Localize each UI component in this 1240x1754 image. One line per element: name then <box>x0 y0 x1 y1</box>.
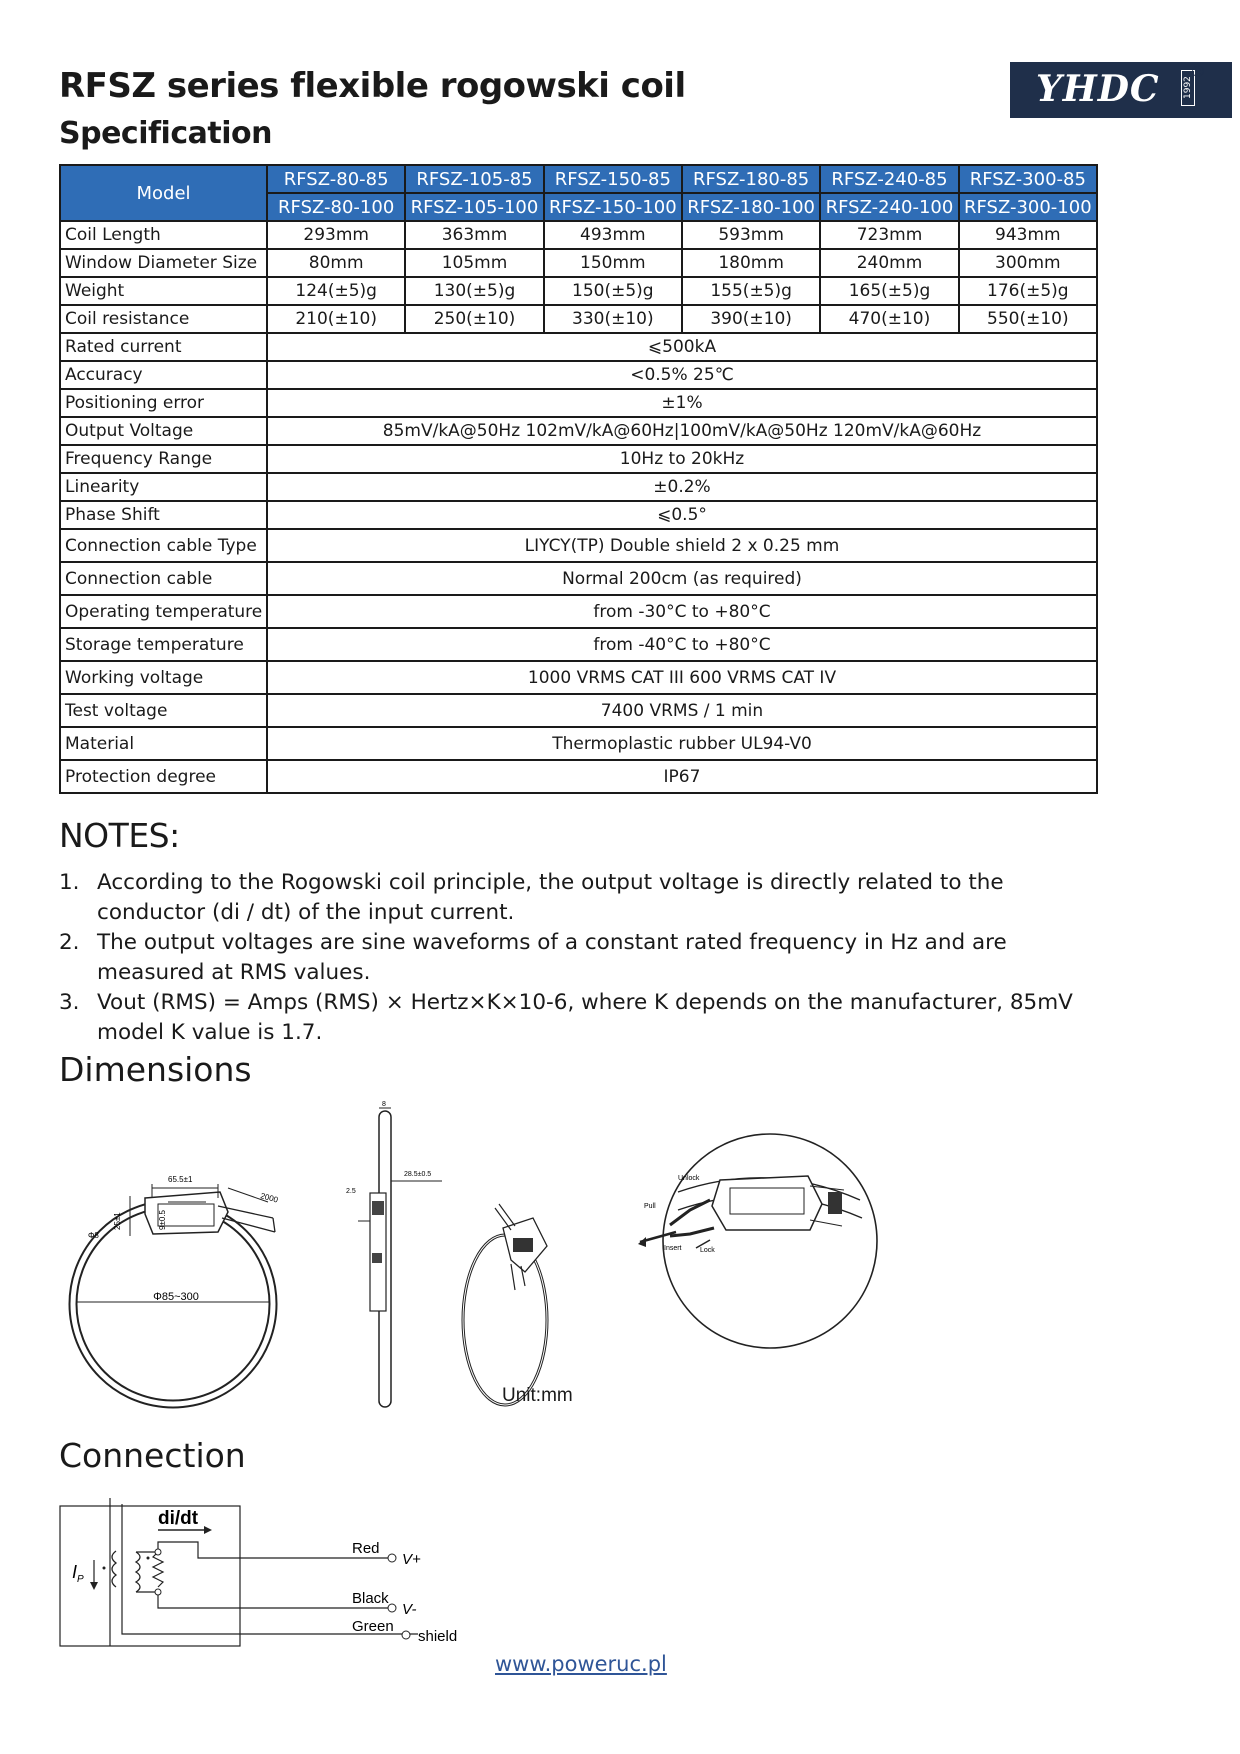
spec-label: Storage temperature <box>60 628 267 661</box>
spec-value: ⩽500kA <box>267 333 1097 361</box>
note-number: 3. <box>59 990 80 1015</box>
wire-green-label: Green <box>352 1618 394 1635</box>
spec-table <box>59 164 1098 794</box>
current-symbol: I <box>72 1562 78 1582</box>
spec-row <box>60 277 1097 305</box>
spec-row <box>60 628 1097 661</box>
spec-label: Test voltage <box>60 694 267 727</box>
spec-value: 240mm <box>820 249 958 277</box>
spec-row <box>60 562 1097 595</box>
dim-phi8-label: Φ8 <box>88 1231 99 1240</box>
spec-value: ±1% <box>267 389 1097 417</box>
spec-label: Linearity <box>60 473 267 501</box>
model-85-cell: RFSZ-105-85 <box>405 165 543 193</box>
spec-row <box>60 760 1097 793</box>
spec-value: 7400 VRMS / 1 min <box>267 694 1097 727</box>
detail-unlock-label: Unlock <box>678 1175 700 1182</box>
registered-mark: ® <box>1190 62 1206 81</box>
spec-row <box>60 727 1097 760</box>
notes-heading: NOTES: <box>59 816 180 855</box>
dim-side-small-label: 2.5 <box>346 1188 356 1195</box>
model-85-cell: RFSZ-180-85 <box>682 165 820 193</box>
spec-label: Connection cable Type <box>60 529 267 562</box>
spec-row <box>60 221 1097 249</box>
spec-value: 150mm <box>544 249 682 277</box>
spec-value: 180mm <box>682 249 820 277</box>
wire-red-label: Red <box>352 1540 380 1557</box>
spec-value: LIYCY(TP) Double shield 2 x 0.25 mm <box>267 529 1097 562</box>
terminal-vminus-label: V- <box>402 1601 417 1618</box>
current-label <box>72 1562 84 1585</box>
spec-value: 105mm <box>405 249 543 277</box>
model-100-cell: RFSZ-240-100 <box>820 193 958 221</box>
model-100-cell: RFSZ-105-100 <box>405 193 543 221</box>
spec-value: 85mV/kA@50Hz 102mV/kA@60Hz|100mV/kA@50Hz 120mV/kA@60Hz <box>267 417 1097 445</box>
spec-value: 330(±10) <box>544 305 682 333</box>
detail-insert-label: Insert <box>664 1245 682 1252</box>
unit-label: Unit:mm <box>502 1385 573 1406</box>
spec-label: Phase Shift <box>60 501 267 529</box>
spec-value: 176(±5)g <box>959 277 1097 305</box>
model-100-cell: RFSZ-300-100 <box>959 193 1097 221</box>
spec-value: 493mm <box>544 221 682 249</box>
spec-value: 293mm <box>267 221 405 249</box>
logo-year: 1992 <box>1181 70 1195 106</box>
spec-label: Protection degree <box>60 760 267 793</box>
spec-table-body <box>60 165 1097 793</box>
dim-height-b-label: 9±0.5 <box>158 1210 167 1230</box>
spec-value: 10Hz to 20kHz <box>267 445 1097 473</box>
spec-label: Working voltage <box>60 661 267 694</box>
spec-row <box>60 249 1097 277</box>
spec-label: Coil resistance <box>60 305 267 333</box>
model-100-cell: RFSZ-80-100 <box>267 193 405 221</box>
spec-value: 1000 VRMS CAT III 600 VRMS CAT IV <box>267 661 1097 694</box>
spec-label: Window Diameter Size <box>60 249 267 277</box>
spec-row <box>60 501 1097 529</box>
spec-row <box>60 595 1097 628</box>
note-item <box>59 928 1079 988</box>
note-text: According to the Rogowski coil principle, the output voltage is directly related to the conductor (di / dt) of the input current. <box>97 870 1004 925</box>
spec-value: 124(±5)g <box>267 277 405 305</box>
spec-label: Coil Length <box>60 221 267 249</box>
dim-height-a-label: 25±1 <box>113 1212 122 1230</box>
spec-value: 470(±10) <box>820 305 958 333</box>
note-number: 1. <box>59 870 80 895</box>
dimensions-heading: Dimensions <box>59 1050 252 1089</box>
page-title: RFSZ series flexible rogowski coil <box>59 66 686 106</box>
spec-value: 150(±5)g <box>544 277 682 305</box>
spec-value: Thermoplastic rubber UL94-V0 <box>267 727 1097 760</box>
note-item <box>59 988 1079 1048</box>
note-text: Vout (RMS) = Amps (RMS) × Hertz×K×10-6, where K depends on the manufacturer, 85mV model K value is 1.7. <box>97 990 1073 1045</box>
model-85-cell: RFSZ-150-85 <box>544 165 682 193</box>
note-item <box>59 868 1079 928</box>
spec-label: Accuracy <box>60 361 267 389</box>
spec-value: 80mm <box>267 249 405 277</box>
spec-row <box>60 529 1097 562</box>
spec-value: ±0.2% <box>267 473 1097 501</box>
spec-value: 250(±10) <box>405 305 543 333</box>
note-text: The output voltages are sine waveforms of a constant rated frequency in Hz and are measured at RMS values. <box>97 930 1007 985</box>
spec-value: 943mm <box>959 221 1097 249</box>
spec-label: Material <box>60 727 267 760</box>
wire-black-label: Black <box>352 1590 389 1607</box>
detail-pull-label: Pull <box>644 1203 656 1210</box>
spec-value: 550(±10) <box>959 305 1097 333</box>
spec-row <box>60 661 1097 694</box>
formula-label: di/dt <box>158 1508 199 1529</box>
model-header-row <box>60 165 1097 193</box>
spec-label: Output Voltage <box>60 417 267 445</box>
lock-detail-drawing <box>630 1130 870 1352</box>
connection-heading: Connection <box>59 1436 246 1475</box>
note-number: 2. <box>59 930 80 955</box>
website-link[interactable]: www.poweruc.pl <box>495 1652 667 1676</box>
coil-side-drawing <box>342 1103 452 1413</box>
spec-value: IP67 <box>267 760 1097 793</box>
model-100-cell: RFSZ-150-100 <box>544 193 682 221</box>
spec-value: <0.5% 25℃ <box>267 361 1097 389</box>
coil-front-drawing <box>68 1152 328 1424</box>
model-85-cell: RFSZ-240-85 <box>820 165 958 193</box>
spec-value: 130(±5)g <box>405 277 543 305</box>
coil-install-drawing <box>455 1190 575 1410</box>
spec-row <box>60 417 1097 445</box>
model-100-cell: RFSZ-180-100 <box>682 193 820 221</box>
spec-value: from -40°C to +80°C <box>267 628 1097 661</box>
dim-cable-label: 2000 <box>259 1191 280 1205</box>
detail-lock-label: Lock <box>700 1247 715 1254</box>
spec-row <box>60 361 1097 389</box>
spec-value: from -30°C to +80°C <box>267 595 1097 628</box>
spec-value: ⩽0.5° <box>267 501 1097 529</box>
spec-value: 593mm <box>682 221 820 249</box>
dim-width-label: 65.5±1 <box>168 1175 193 1184</box>
spec-row <box>60 473 1097 501</box>
section-title-specification: Specification <box>59 116 272 151</box>
spec-row <box>60 333 1097 361</box>
connection-diagram <box>58 1496 478 1656</box>
logo-text: YHDC <box>1036 68 1160 110</box>
current-subscript: P <box>77 1574 84 1585</box>
spec-row <box>60 694 1097 727</box>
spec-label: Connection cable <box>60 562 267 595</box>
spec-value: 210(±10) <box>267 305 405 333</box>
spec-value: 723mm <box>820 221 958 249</box>
terminal-vplus-label: V+ <box>402 1551 421 1568</box>
spec-value: 155(±5)g <box>682 277 820 305</box>
spec-row <box>60 305 1097 333</box>
spec-value: Normal 200cm (as required) <box>267 562 1097 595</box>
spec-label: Positioning error <box>60 389 267 417</box>
spec-row <box>60 389 1097 417</box>
terminal-shield-label: shield <box>418 1628 458 1645</box>
model-label: Model <box>60 165 267 221</box>
notes-list <box>59 868 1079 1048</box>
dim-side-width-label: 28.5±0.5 <box>404 1171 432 1178</box>
spec-value: 300mm <box>959 249 1097 277</box>
spec-label: Weight <box>60 277 267 305</box>
spec-value: 165(±5)g <box>820 277 958 305</box>
spec-row <box>60 445 1097 473</box>
spec-value: 363mm <box>405 221 543 249</box>
dim-diameter-label: Φ85~300 <box>153 1291 199 1303</box>
model-85-cell: RFSZ-80-85 <box>267 165 405 193</box>
dim-side-top-label: 8 <box>382 1101 386 1108</box>
spec-label: Operating temperature <box>60 595 267 628</box>
spec-label: Rated current <box>60 333 267 361</box>
spec-value: 390(±10) <box>682 305 820 333</box>
model-85-cell: RFSZ-300-85 <box>959 165 1097 193</box>
spec-label: Frequency Range <box>60 445 267 473</box>
